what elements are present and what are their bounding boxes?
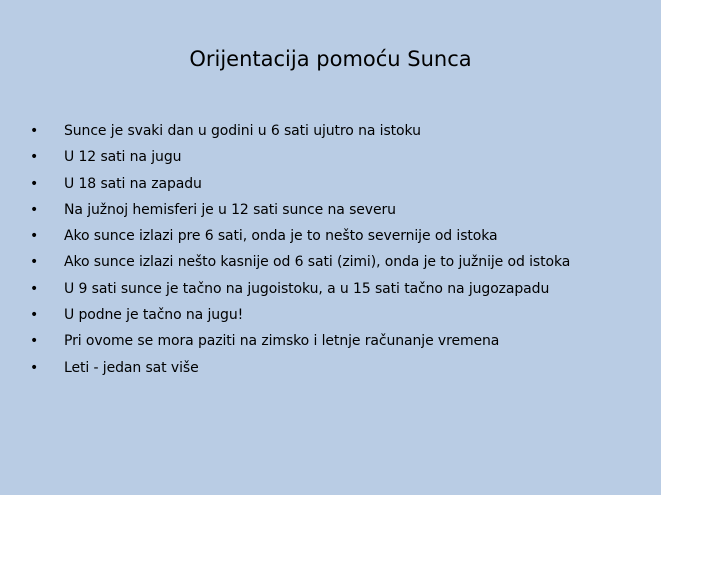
bullet-list (0, 121, 661, 384)
bullet-text: U 18 sati na zapadu (64, 175, 202, 192)
slide-title: Orijentacija pomoću Sunca (189, 47, 472, 71)
bullet-dot: • (30, 333, 39, 350)
list-item (0, 121, 661, 147)
list-item (0, 331, 661, 357)
bullet-text: Pri ovome se mora paziti na zimsko i letnje računanje vremena (64, 333, 500, 350)
list-item (0, 147, 661, 173)
bullet-text: Sunce je svaki dan u godini u 6 sati ujutro na istoku (64, 123, 421, 139)
list-item (0, 226, 661, 252)
list-item (0, 174, 661, 200)
bullet-dot: • (30, 123, 39, 139)
bullet-dot: • (30, 254, 39, 271)
list-item (0, 305, 661, 331)
bullet-text: Leti - jedan sat više (64, 359, 199, 376)
bullet-dot: • (30, 175, 39, 192)
bullet-text: Na južnoj hemisferi je u 12 sati sunce na severu (64, 201, 396, 218)
bullet-text: U podne je tačno na jugu! (64, 307, 244, 324)
bullet-text: Ako sunce izlazi pre 6 sati, onda je to nešto severnije od istoka (64, 228, 498, 245)
list-item (0, 200, 661, 226)
bullet-dot: • (30, 201, 39, 218)
bullet-dot: • (30, 280, 39, 297)
list-item (0, 279, 661, 305)
bullet-text: Ako sunce izlazi nešto kasnije od 6 sati (zimi), onda je to južnije od istoka (64, 254, 571, 271)
list-item (0, 358, 661, 384)
bullet-dot: • (30, 359, 39, 376)
list-item (0, 252, 661, 278)
bullet-dot: • (30, 307, 39, 324)
bullet-dot: • (30, 228, 39, 245)
bullet-text: U 9 sati sunce je tačno na jugoistoku, a u 15 sati tačno na jugozapadu (64, 280, 550, 297)
bullet-dot: • (30, 149, 39, 166)
bullet-text: U 12 sati na jugu (64, 149, 182, 166)
